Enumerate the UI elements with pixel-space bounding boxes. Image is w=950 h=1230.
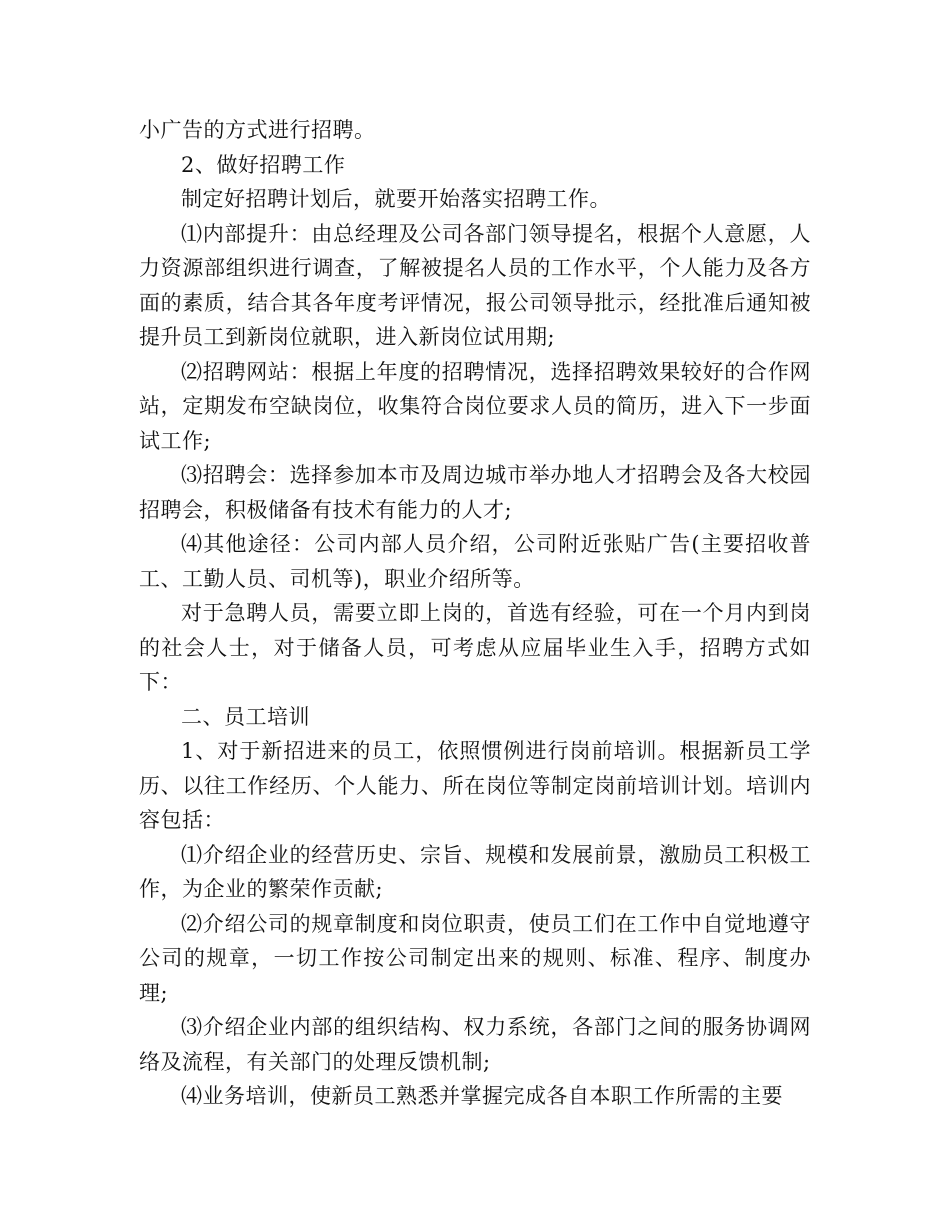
list-item-other-channels: ⑷其他途径：公司内部人员介绍，公司附近张贴广告(主要招收普工、工勤人员、司机等)，职业介绍所等。 xyxy=(139,532,811,591)
paragraph: 1、对于新招进来的员工，依照惯例进行岗前培训。根据新员工学历、以往工作经历、个人能力、所在岗位等制定岗前培训计划。培训内容包括： xyxy=(139,739,811,832)
paragraph: 对于急聘人员，需要立即上岗的，首选有经验，可在一个月内到岗的社会人士，对于储备人员，可考虑从应届毕业生入手，招聘方式如下： xyxy=(139,601,811,694)
list-item-job-fair: ⑶招聘会：选择参加本市及周边城市举办地人才招聘会及各大校园招聘会，积极储备有技术有能力的人才; xyxy=(139,463,811,522)
section-heading-employee-training: 二、员工培训 xyxy=(181,704,310,729)
paragraph: 小广告的方式进行招聘。 xyxy=(139,118,376,142)
list-item-internal-promotion: ⑴内部提升：由总经理及公司各部门领导提名，根据个人意愿，人力资源部组织进行调查，了解被提名人员的工作水平，个人能力及各方面的素质，结合其各年度考评情况，报公司领导批示，经批准后通知被提升员工到新岗位就职，进入新岗位试用期; xyxy=(139,221,811,349)
list-item-recruitment-website: ⑵招聘网站：根据上年度的招聘情况，选择招聘效果较好的合作网站，定期发布空缺岗位，收集符合岗位要求人员的简历，进入下一步面试工作; xyxy=(139,359,811,453)
paragraph: 制定好招聘计划后，就要开始落实招聘工作。 xyxy=(181,187,611,211)
list-item-business-training: ⑷业务培训，使新员工熟悉并掌握完成各自本职工作所需的主要 xyxy=(181,1084,783,1108)
list-item-company-history: ⑴介绍企业的经营历史、宗旨、规模和发展前景，激励员工积极工作，为企业的繁荣作贡献; xyxy=(139,842,811,901)
list-item-rules-and-duties: ⑵介绍公司的规章制度和岗位职责，使员工们在工作中自觉地遵守公司的规章，一切工作按公司制定出来的规则、标准、程序、制度办理; xyxy=(139,911,811,1005)
document-body xyxy=(139,113,811,1114)
list-item-organization-structure: ⑶介绍企业内部的组织结构、权力系统，各部门之间的服务协调网络及流程，有关部门的处理反馈机制; xyxy=(139,1015,811,1074)
section-heading-recruitment-work: 2、做好招聘工作 xyxy=(181,152,346,177)
